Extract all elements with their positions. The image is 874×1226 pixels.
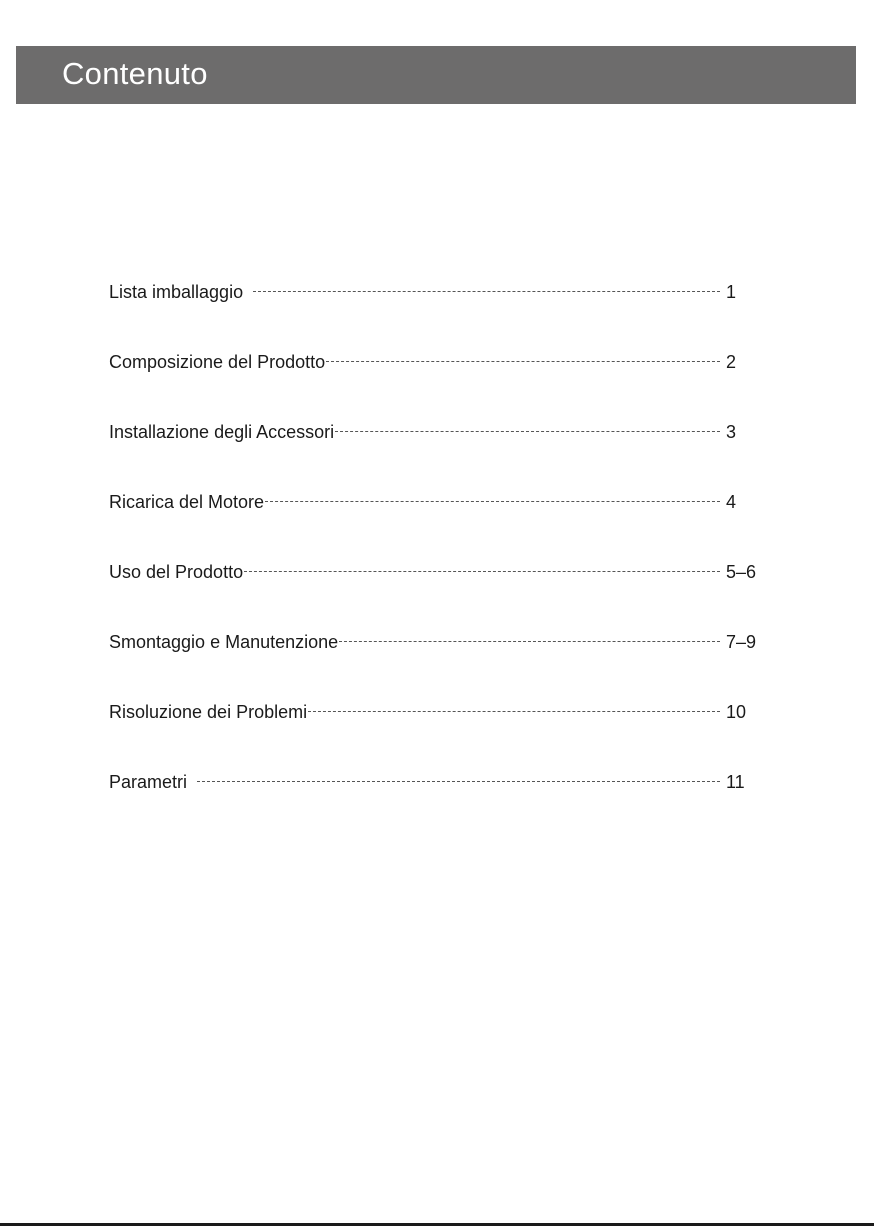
toc-dot-leader <box>339 641 720 642</box>
toc-entry-page: 2 <box>726 352 737 372</box>
toc-entry-label: Composizione del Prodotto <box>109 352 326 372</box>
table-of-contents <box>109 278 775 838</box>
toc-entry-label: Uso del Prodotto <box>109 562 244 582</box>
toc-entry-label: Installazione degli Accessori <box>109 422 335 442</box>
toc-dot-leader <box>253 291 720 292</box>
toc-dot-leader <box>197 781 720 782</box>
toc-entry-label: Smontaggio e Manutenzione <box>109 632 339 652</box>
toc-entry-risoluzione-dei-problemi[interactable] <box>109 698 775 768</box>
toc-entry-label: Ricarica del Motore <box>109 492 265 512</box>
toc-entry-page: 4 <box>726 492 737 512</box>
toc-entry-ricarica-del-motore[interactable] <box>109 488 775 558</box>
toc-entry-page: 3 <box>726 422 737 442</box>
toc-dot-leader <box>265 501 720 502</box>
toc-entry-smontaggio-e-manutenzione[interactable] <box>109 628 775 698</box>
toc-entry-label: Risoluzione dei Problemi <box>109 702 308 722</box>
toc-entry-page: 5–6 <box>726 562 757 582</box>
toc-entry-page: 10 <box>726 702 747 722</box>
toc-entry-page: 7–9 <box>726 632 757 652</box>
header-bar <box>16 46 856 104</box>
page-title: Contenuto <box>62 56 208 91</box>
toc-dot-leader <box>335 431 720 432</box>
toc-dot-leader <box>326 361 720 362</box>
toc-dot-leader <box>308 711 720 712</box>
toc-dot-leader <box>244 571 720 572</box>
toc-entry-label: Parametri <box>109 772 188 792</box>
toc-entry-parametri[interactable] <box>109 768 775 838</box>
toc-entry-label: Lista imballaggio <box>109 282 244 302</box>
toc-entry-lista-imballaggio[interactable] <box>109 278 775 348</box>
toc-entry-page: 1 <box>726 282 737 302</box>
toc-entry-composizione-del-prodotto[interactable] <box>109 348 775 418</box>
toc-entry-installazione-degli-accessori[interactable] <box>109 418 775 488</box>
toc-entry-uso-del-prodotto[interactable] <box>109 558 775 628</box>
toc-entry-page: 11 <box>726 772 745 792</box>
